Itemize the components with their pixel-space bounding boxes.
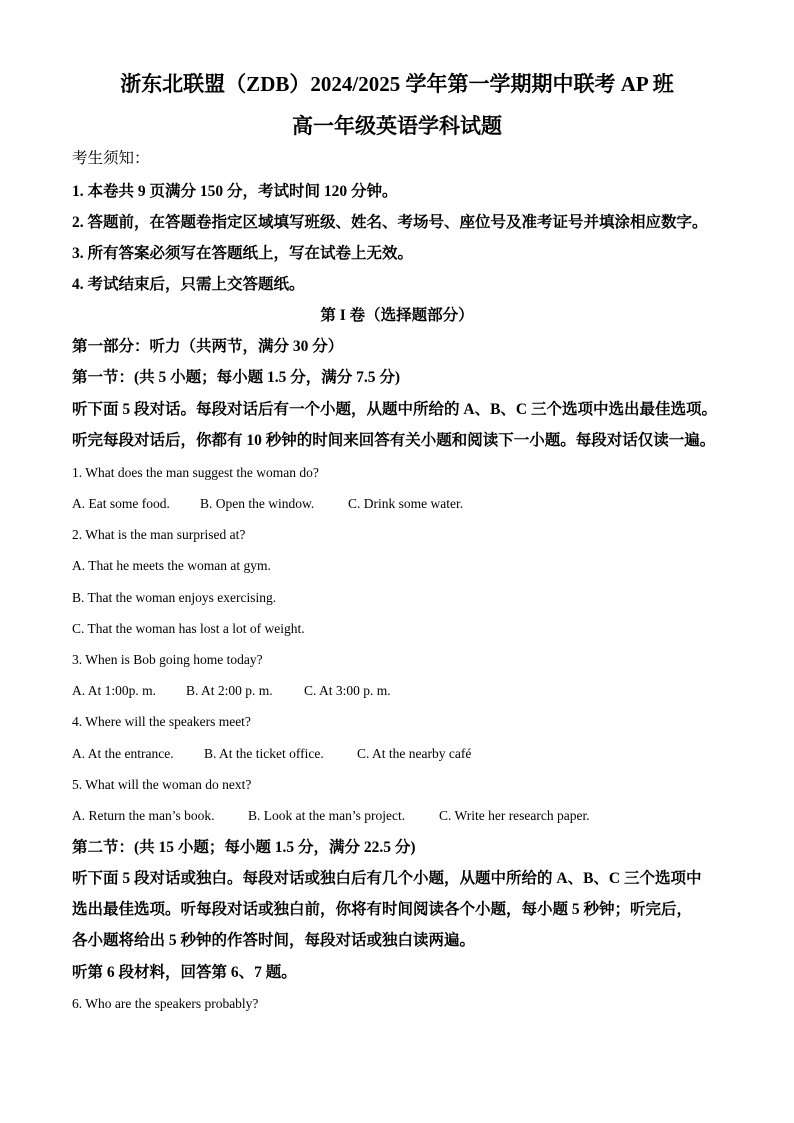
volume-title: 第 I 卷（选择题部分） xyxy=(320,307,474,324)
section1-instruction-2: 听完每段对话后，你都有 10 秒钟的时间来回答有关小题和阅读下一小题。每段对话仅读一遍。 xyxy=(72,432,716,449)
question-5-options xyxy=(72,805,590,827)
notice-item-4: 4. 考试结束后，只需上交答题纸。 xyxy=(72,276,305,293)
question-3-options xyxy=(72,680,391,702)
question-5-option-c: C. Write her research paper. xyxy=(439,808,590,823)
exam-subtitle: 高一年级英语学科试题 xyxy=(292,114,502,138)
section2-heading: 第二节：(共 15 小题；每小题 1.5 分，满分 22.5 分) xyxy=(72,839,416,856)
question-4-options xyxy=(72,743,471,765)
question-2-option-a: A. That he meets the woman at gym. xyxy=(72,558,271,573)
question-1-options xyxy=(72,493,463,515)
notice-heading: 考生须知： xyxy=(72,150,150,167)
question-6-stem: 6. Who are the speakers probably? xyxy=(72,996,259,1011)
question-2-stem: 2. What is the man surprised at? xyxy=(72,527,246,542)
question-1-option-a: A. Eat some food. xyxy=(72,496,170,511)
notice-item-1: 1. 本卷共 9 页满分 150 分，考试时间 120 分钟。 xyxy=(72,183,398,200)
notice-item-3: 3. 所有答案必须写在答题纸上，写在试卷上无效。 xyxy=(72,245,414,262)
section1-instruction-1: 听下面 5 段对话。每段对话后有一个小题，从题中所给的 A、B、C 三个选项中选出最佳选项。 xyxy=(72,401,717,418)
section2-instruction-3: 各小题将给出 5 秒钟的作答时间，每段对话或独白读两遍。 xyxy=(72,932,476,949)
question-5-option-a: A. Return the man’s book. xyxy=(72,808,215,823)
question-5-stem: 5. What will the woman do next? xyxy=(72,777,252,792)
question-4-option-b: B. At the ticket office. xyxy=(204,746,324,761)
question-1-option-c: C. Drink some water. xyxy=(348,496,464,511)
question-3-option-a: A. At 1:00p. m. xyxy=(72,683,157,698)
section1-heading: 第一节：(共 5 小题；每小题 1.5 分，满分 7.5 分) xyxy=(72,369,401,386)
question-2-option-c: C. That the woman has lost a lot of weight. xyxy=(72,621,305,636)
part1-heading: 第一部分：听力（共两节，满分 30 分） xyxy=(72,338,344,355)
question-3-option-c: C. At 3:00 p. m. xyxy=(304,683,391,698)
question-3-stem: 3. When is Bob going home today? xyxy=(72,652,263,667)
exam-title: 浙东北联盟（ZDB）2024/2025 学年第一学期期中联考 AP 班 xyxy=(120,72,674,96)
question-5-option-b: B. Look at the man’s project. xyxy=(248,808,406,823)
material-note: 听第 6 段材料，回答第 6、7 题。 xyxy=(72,964,297,981)
question-4-option-c: C. At the nearby café xyxy=(357,746,472,761)
question-3-option-b: B. At 2:00 p. m. xyxy=(186,683,273,698)
question-1-option-b: B. Open the window. xyxy=(200,496,315,511)
notice-item-2: 2. 答题前，在答题卷指定区域填写班级、姓名、考场号、座位号及准考证号并填涂相应数字。 xyxy=(72,214,708,231)
section2-instruction-2: 选出最佳选项。听每段对话或独白前，你将有时间阅读各个小题，每小题 5 秒钟；听完后， xyxy=(72,901,693,918)
question-1-stem: 1. What does the man suggest the woman do? xyxy=(72,465,319,480)
question-4-stem: 4. Where will the speakers meet? xyxy=(72,714,251,729)
section2-instruction-1: 听下面 5 段对话或独白。每段对话或独白后有几个小题，从题中所给的 A、B、C 三个选项中 xyxy=(72,870,702,887)
question-4-option-a: A. At the entrance. xyxy=(72,746,174,761)
question-2-option-b: B. That the woman enjoys exercising. xyxy=(72,590,277,605)
